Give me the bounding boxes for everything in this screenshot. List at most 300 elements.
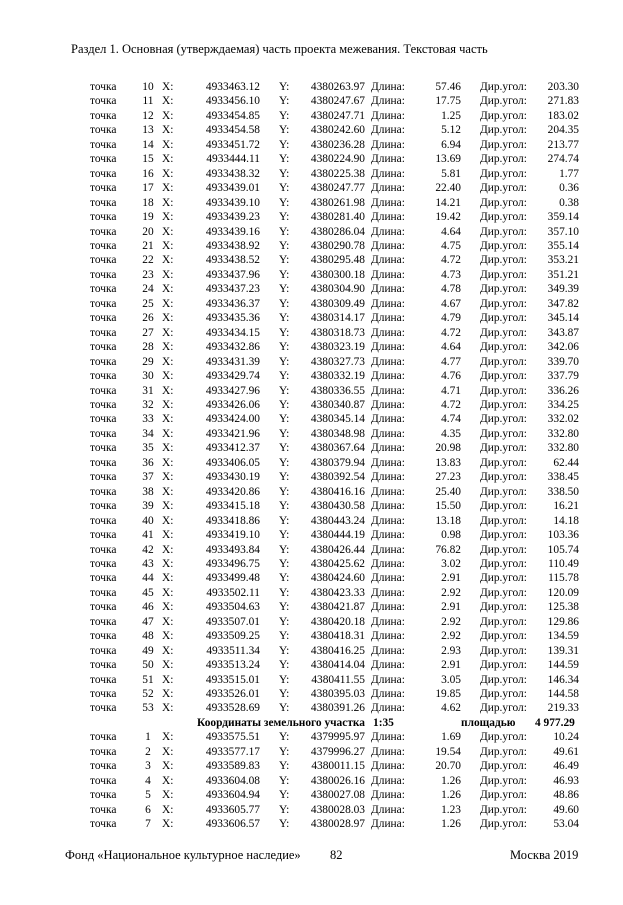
angle-value: 0.36 — [559, 182, 579, 195]
point-label: точка — [90, 124, 117, 137]
y-label: Y: — [279, 167, 290, 180]
angle-value: 48.86 — [553, 789, 579, 802]
y-label: Y: — [279, 413, 290, 426]
x-label: X: — [162, 485, 174, 498]
x-label: X: — [162, 557, 174, 570]
y-label: Y: — [279, 745, 290, 758]
table-row — [90, 268, 579, 282]
table-row — [90, 745, 579, 759]
x-value: 4933431.39 — [205, 355, 260, 368]
table-row — [90, 340, 579, 354]
length-value: 13.69 — [435, 153, 461, 166]
spacer — [461, 673, 480, 687]
y-value: 4380421.87 — [310, 601, 365, 614]
footer-page-number: 82 — [330, 848, 343, 862]
spacer — [461, 629, 480, 643]
length-value: 4.62 — [441, 702, 461, 715]
y-label: Y: — [279, 341, 290, 354]
x-label: X: — [162, 789, 174, 802]
length-label: Длина: — [371, 586, 405, 599]
length-label: Длина: — [371, 167, 405, 180]
x-label: X: — [162, 427, 174, 440]
spacer — [461, 239, 480, 253]
length-label: Длина: — [371, 153, 405, 166]
angle-value: 332.80 — [547, 442, 579, 455]
point-number: 24 — [142, 283, 154, 296]
length-value: 25.40 — [435, 485, 461, 498]
coordinates-part-2 — [90, 730, 579, 831]
x-label: X: — [162, 167, 174, 180]
table-row — [90, 586, 579, 600]
spacer — [461, 123, 480, 137]
angle-label: Дир.угол: — [480, 239, 527, 252]
length-value: 76.82 — [435, 543, 461, 556]
point-label: точка — [90, 774, 117, 787]
x-value: 4933496.75 — [205, 557, 260, 570]
spacer — [461, 571, 480, 585]
x-label: X: — [162, 514, 174, 527]
point-label: точка — [90, 485, 117, 498]
angle-value: 0.38 — [559, 196, 579, 209]
table-row — [90, 109, 579, 123]
x-label: X: — [162, 760, 174, 773]
y-label: Y: — [279, 355, 290, 368]
angle-label: Дир.угол: — [480, 312, 527, 325]
table-row — [90, 210, 579, 224]
length-value: 4.64 — [441, 341, 461, 354]
spacer — [260, 600, 279, 614]
point-label: точка — [90, 514, 117, 527]
y-value: 4380318.73 — [310, 326, 365, 339]
angle-label: Дир.угол: — [480, 586, 527, 599]
spacer — [461, 355, 480, 369]
spacer — [461, 109, 480, 123]
point-number: 2 — [145, 745, 151, 758]
y-label: Y: — [279, 557, 290, 570]
x-value: 4933605.77 — [205, 803, 260, 816]
length-label: Длина: — [371, 413, 405, 426]
table-row — [90, 384, 579, 398]
y-label: Y: — [279, 818, 290, 831]
length-value: 1.69 — [441, 731, 461, 744]
x-label: X: — [162, 312, 174, 325]
y-value: 4380028.97 — [310, 818, 365, 831]
x-value: 4933606.57 — [205, 818, 260, 831]
spacer — [260, 152, 279, 166]
spacer — [461, 311, 480, 325]
angle-label: Дир.угол: — [480, 485, 527, 498]
point-number: 6 — [145, 803, 151, 816]
length-label: Длина: — [371, 297, 405, 310]
x-value: 4933511.34 — [206, 644, 260, 657]
length-value: 19.85 — [435, 688, 461, 701]
point-label: точка — [90, 268, 117, 281]
table-row — [90, 311, 579, 325]
y-value: 4380444.19 — [310, 529, 365, 542]
spacer — [461, 701, 480, 715]
length-label: Длина: — [371, 659, 405, 672]
length-value: 14.21 — [435, 196, 461, 209]
spacer — [260, 774, 279, 788]
spacer — [461, 658, 480, 672]
spacer — [461, 644, 480, 658]
table-row — [90, 701, 579, 715]
x-value: 4933507.01 — [205, 615, 260, 628]
length-value: 0.98 — [441, 529, 461, 542]
spacer — [260, 803, 279, 817]
table-row — [90, 687, 579, 701]
point-number: 7 — [145, 818, 151, 831]
length-label: Длина: — [371, 485, 405, 498]
x-label: X: — [162, 413, 174, 426]
point-number: 21 — [142, 239, 154, 252]
x-label: X: — [162, 818, 174, 831]
x-value: 4933454.85 — [205, 109, 260, 122]
table-row — [90, 239, 579, 253]
x-value: 4933526.01 — [205, 688, 260, 701]
point-label: точка — [90, 543, 117, 556]
spacer — [260, 80, 279, 94]
point-number: 50 — [142, 659, 154, 672]
angle-value: 46.49 — [553, 760, 579, 773]
length-value: 17.75 — [435, 95, 461, 108]
angle-label: Дир.угол: — [480, 211, 527, 224]
point-number: 10 — [142, 81, 154, 93]
point-number: 11 — [142, 95, 154, 108]
spacer — [461, 586, 480, 600]
point-label: точка — [90, 225, 117, 238]
point-number: 48 — [142, 630, 154, 643]
point-number: 46 — [142, 601, 154, 614]
y-label: Y: — [279, 211, 290, 224]
table-row — [90, 658, 579, 672]
angle-label: Дир.угол: — [480, 225, 527, 238]
angle-label: Дир.угол: — [480, 456, 527, 469]
angle-label: Дир.угол: — [480, 557, 527, 570]
x-label: X: — [162, 268, 174, 281]
spacer — [461, 774, 480, 788]
point-number: 3 — [145, 760, 151, 773]
spacer — [260, 427, 279, 441]
spacer — [461, 94, 480, 108]
angle-value: 334.25 — [547, 398, 579, 411]
spacer — [260, 181, 279, 195]
angle-value: 103.36 — [547, 529, 579, 542]
y-value: 4380236.28 — [310, 138, 365, 151]
y-value: 4380263.97 — [310, 81, 365, 93]
point-label: точка — [90, 818, 117, 831]
spacer — [461, 441, 480, 455]
spacer — [461, 268, 480, 282]
length-value: 4.73 — [441, 268, 461, 281]
point-label: точка — [90, 341, 117, 354]
y-label: Y: — [279, 688, 290, 701]
angle-value: 203.30 — [547, 81, 579, 93]
angle-label: Дир.угол: — [480, 543, 527, 556]
y-label: Y: — [279, 572, 290, 585]
length-label: Длина: — [371, 196, 405, 209]
spacer — [260, 644, 279, 658]
y-label: Y: — [279, 138, 290, 151]
angle-value: 183.02 — [547, 109, 579, 122]
point-label: точка — [90, 384, 117, 397]
length-value: 4.79 — [441, 312, 461, 325]
point-number: 37 — [142, 471, 154, 484]
spacer — [260, 817, 279, 831]
length-label: Длина: — [371, 341, 405, 354]
length-value: 4.67 — [441, 297, 461, 310]
point-number: 34 — [142, 427, 154, 440]
angle-label: Дир.угол: — [480, 297, 527, 310]
spacer — [461, 398, 480, 412]
angle-label: Дир.угол: — [480, 500, 527, 513]
spacer — [260, 196, 279, 210]
angle-label: Дир.угол: — [480, 803, 527, 816]
length-label: Длина: — [371, 225, 405, 238]
angle-label: Дир.угол: — [480, 167, 527, 180]
table-row — [90, 138, 579, 152]
spacer — [461, 152, 480, 166]
spacer — [260, 326, 279, 340]
x-label: X: — [162, 731, 174, 744]
length-value: 1.26 — [441, 818, 461, 831]
angle-value: 345.14 — [547, 312, 579, 325]
point-number: 30 — [142, 370, 154, 383]
y-value: 4380026.16 — [310, 774, 365, 787]
y-label: Y: — [279, 384, 290, 397]
length-label: Длина: — [371, 630, 405, 643]
length-value: 1.26 — [441, 789, 461, 802]
point-number: 45 — [142, 586, 154, 599]
x-value: 4933463.12 — [205, 81, 260, 93]
point-label: точка — [90, 688, 117, 701]
x-label: X: — [162, 211, 174, 224]
point-label: точка — [90, 239, 117, 252]
x-label: X: — [162, 341, 174, 354]
spacer — [461, 427, 480, 441]
length-label: Длина: — [371, 355, 405, 368]
spacer — [260, 384, 279, 398]
y-value: 4380247.71 — [310, 109, 365, 122]
x-label: X: — [162, 572, 174, 585]
point-label: точка — [90, 702, 117, 715]
table-row — [90, 600, 579, 614]
length-label: Длина: — [371, 702, 405, 715]
angle-label: Дир.угол: — [480, 268, 527, 281]
point-label: точка — [90, 745, 117, 758]
point-label: точка — [90, 138, 117, 151]
y-value: 4380426.44 — [310, 543, 365, 556]
length-label: Длина: — [371, 818, 405, 831]
angle-value: 204.35 — [547, 124, 579, 137]
point-label: точка — [90, 109, 117, 122]
point-label: точка — [90, 644, 117, 657]
y-label: Y: — [279, 803, 290, 816]
spacer — [461, 282, 480, 296]
point-number: 40 — [142, 514, 154, 527]
x-value: 4933439.23 — [205, 211, 260, 224]
length-label: Длина: — [371, 254, 405, 267]
spacer — [260, 210, 279, 224]
length-value: 3.02 — [441, 557, 461, 570]
length-label: Длина: — [371, 514, 405, 527]
section-code: 1:35 — [373, 716, 394, 729]
table-row — [90, 817, 579, 831]
spacer — [461, 514, 480, 528]
x-label: X: — [162, 153, 174, 166]
length-label: Длина: — [371, 138, 405, 151]
angle-value: 146.34 — [547, 673, 579, 686]
y-label: Y: — [279, 326, 290, 339]
x-value: 4933420.86 — [205, 485, 260, 498]
angle-value: 213.77 — [547, 138, 579, 151]
angle-value: 49.60 — [553, 803, 579, 816]
table-row — [90, 673, 579, 687]
y-label: Y: — [279, 109, 290, 122]
table-row — [90, 196, 579, 210]
spacer — [260, 398, 279, 412]
length-value: 2.93 — [441, 644, 461, 657]
angle-value: 338.45 — [547, 471, 579, 484]
x-label: X: — [162, 398, 174, 411]
spacer — [260, 687, 279, 701]
y-label: Y: — [279, 283, 290, 296]
angle-value: 120.09 — [547, 586, 579, 599]
x-value: 4933528.69 — [205, 702, 260, 715]
angle-label: Дир.угол: — [480, 109, 527, 122]
y-value: 4380028.03 — [310, 803, 365, 816]
spacer — [461, 412, 480, 426]
length-value: 1.25 — [441, 109, 461, 122]
length-label: Длина: — [371, 760, 405, 773]
point-number: 31 — [142, 384, 154, 397]
spacer — [461, 615, 480, 629]
y-label: Y: — [279, 760, 290, 773]
x-value: 4933437.96 — [205, 268, 260, 281]
length-label: Длина: — [371, 268, 405, 281]
table-row — [90, 470, 579, 484]
x-value: 4933418.86 — [205, 514, 260, 527]
x-value: 4933499.48 — [205, 572, 260, 585]
spacer — [260, 470, 279, 484]
spacer — [260, 355, 279, 369]
x-label: X: — [162, 384, 174, 397]
x-value: 4933415.18 — [205, 500, 260, 513]
point-number: 52 — [142, 688, 154, 701]
length-value: 5.12 — [441, 124, 461, 137]
x-label: X: — [162, 702, 174, 715]
point-number: 49 — [142, 644, 154, 657]
point-number: 44 — [142, 572, 154, 585]
length-value: 13.18 — [435, 514, 461, 527]
x-label: X: — [162, 283, 174, 296]
x-label: X: — [162, 630, 174, 643]
y-label: Y: — [279, 239, 290, 252]
x-label: X: — [162, 601, 174, 614]
spacer — [461, 759, 480, 773]
angle-value: 337.79 — [547, 370, 579, 383]
point-label: точка — [90, 500, 117, 513]
spacer — [260, 94, 279, 108]
x-label: X: — [162, 529, 174, 542]
footer-city-year: Москва 2019 — [510, 848, 579, 862]
y-label: Y: — [279, 196, 290, 209]
y-label: Y: — [279, 297, 290, 310]
angle-label: Дир.угол: — [480, 341, 527, 354]
point-label: точка — [90, 803, 117, 816]
y-label: Y: — [279, 644, 290, 657]
spacer — [461, 788, 480, 802]
section-area-value: 4 977.29 — [535, 716, 575, 729]
length-label: Длина: — [371, 312, 405, 325]
y-value: 4380420.18 — [310, 615, 365, 628]
spacer — [260, 123, 279, 137]
point-number: 18 — [142, 196, 154, 209]
spacer — [260, 412, 279, 426]
spacer — [260, 297, 279, 311]
x-value: 4933419.10 — [205, 529, 260, 542]
spacer — [260, 586, 279, 600]
point-number: 35 — [142, 442, 154, 455]
length-value: 27.23 — [435, 471, 461, 484]
x-label: X: — [162, 745, 174, 758]
spacer — [260, 485, 279, 499]
x-label: X: — [162, 803, 174, 816]
table-row — [90, 441, 579, 455]
angle-label: Дир.угол: — [480, 153, 527, 166]
y-value: 4380290.78 — [310, 239, 365, 252]
x-value: 4933437.23 — [205, 283, 260, 296]
angle-label: Дир.угол: — [480, 630, 527, 643]
angle-value: 105.74 — [547, 543, 579, 556]
y-value: 4380379.94 — [310, 456, 365, 469]
spacer — [260, 311, 279, 325]
length-label: Длина: — [371, 745, 405, 758]
section-title: Координаты земельного участка — [197, 716, 365, 729]
angle-value: 336.26 — [547, 384, 579, 397]
section-heading-group — [90, 716, 579, 730]
angle-value: 16.21 — [553, 500, 579, 513]
y-label: Y: — [279, 268, 290, 281]
angle-label: Дир.угол: — [480, 760, 527, 773]
spacer — [260, 282, 279, 296]
x-label: X: — [162, 442, 174, 455]
table-row — [90, 803, 579, 817]
length-value: 3.05 — [441, 673, 461, 686]
spacer — [461, 210, 480, 224]
length-value: 22.40 — [435, 182, 461, 195]
y-value: 4380416.25 — [310, 644, 365, 657]
spacer — [461, 730, 480, 744]
x-label: X: — [162, 81, 174, 93]
y-label: Y: — [279, 225, 290, 238]
point-number: 29 — [142, 355, 154, 368]
x-value: 4933439.01 — [205, 182, 260, 195]
point-number: 19 — [142, 211, 154, 224]
table-row — [90, 427, 579, 441]
angle-label: Дир.угол: — [480, 644, 527, 657]
angle-label: Дир.угол: — [480, 326, 527, 339]
length-value: 2.92 — [441, 615, 461, 628]
x-label: X: — [162, 659, 174, 672]
x-value: 4933589.83 — [205, 760, 260, 773]
y-value: 4380027.08 — [310, 789, 365, 802]
table-row — [90, 225, 579, 239]
point-label: точка — [90, 601, 117, 614]
angle-value: 46.93 — [553, 774, 579, 787]
spacer — [260, 528, 279, 542]
point-number: 15 — [142, 153, 154, 166]
